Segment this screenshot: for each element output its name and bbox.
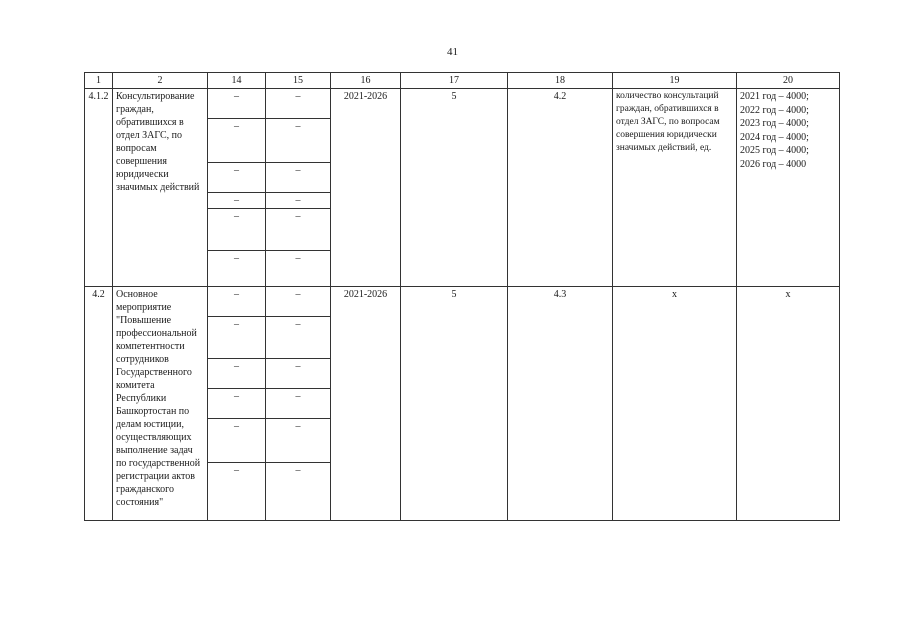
activity-name: Консультирование граждан, обратившихся в отдел ЗАГС, по вопросам совершения юридически значимых действий <box>113 89 208 287</box>
sub-cell: – <box>208 389 266 419</box>
sub-cell: – <box>208 287 266 317</box>
sub-cell: – <box>208 317 266 359</box>
target-value: 2022 год – 4000; <box>740 104 809 116</box>
period-cell: 2021-2026 <box>331 89 401 287</box>
period-cell: 2021-2026 <box>331 287 401 521</box>
table-row <box>85 287 840 317</box>
sub-cell: – <box>266 89 331 119</box>
sub-cell: – <box>208 163 266 193</box>
column-header: 19 <box>613 73 737 89</box>
sub-cell: – <box>266 419 331 463</box>
activity-name: Основное мероприятие "Повышение профессиональной компетентности сотрудников Государственного комитета Республики Башкортостан по делам юстиции, осуществляющих выполнение задач по государственной регистрации актов гражданского состояния" <box>113 287 208 521</box>
sub-cell: – <box>208 463 266 521</box>
column-header: 1 <box>85 73 113 89</box>
sub-cell: – <box>266 193 331 209</box>
column-header: 15 <box>266 73 331 89</box>
column-header: 20 <box>737 73 840 89</box>
column-header: 2 <box>113 73 208 89</box>
sub-cell: – <box>208 209 266 251</box>
sub-cell: – <box>208 119 266 163</box>
indicator-cell: количество консультаций граждан, обратившихся в отдел ЗАГС, по вопросам совершения юридически значимых действий, ед. <box>613 89 737 287</box>
target-value: 2025 год – 4000; <box>740 145 809 156</box>
column-header-row <box>85 73 840 89</box>
sub-cell: – <box>266 119 331 163</box>
col17-cell: 5 <box>401 287 508 521</box>
sub-cell: – <box>208 419 266 463</box>
column-header: 17 <box>401 73 508 89</box>
program-table <box>84 72 840 521</box>
row-number: 4.2 <box>85 287 113 521</box>
sub-cell: – <box>208 89 266 119</box>
sub-cell: – <box>266 209 331 251</box>
col18-cell: 4.3 <box>508 287 613 521</box>
target-values-cell: х <box>737 287 840 521</box>
column-header: 14 <box>208 73 266 89</box>
col18-cell: 4.2 <box>508 89 613 287</box>
sub-cell: – <box>266 317 331 359</box>
sub-cell: – <box>266 463 331 521</box>
table-row <box>85 89 840 119</box>
col17-cell: 5 <box>401 89 508 287</box>
sub-cell: – <box>208 251 266 287</box>
sub-cell: – <box>208 193 266 209</box>
sub-cell: – <box>266 389 331 419</box>
target-value: 2021 год – 4000; <box>740 91 809 102</box>
page-number: 41 <box>447 46 458 58</box>
target-value: 2024 год – 4000; <box>740 131 809 143</box>
indicator-cell: х <box>613 287 737 521</box>
target-values-cell <box>737 89 840 287</box>
sub-cell: – <box>266 287 331 317</box>
target-value: 2023 год – 4000; <box>740 118 809 129</box>
row-number: 4.1.2 <box>85 89 113 287</box>
sub-cell: – <box>208 359 266 389</box>
sub-cell: – <box>266 251 331 287</box>
target-value: 2026 год – 4000 <box>740 158 807 170</box>
column-header: 18 <box>508 73 613 89</box>
column-header: 16 <box>331 73 401 89</box>
sub-cell: – <box>266 163 331 193</box>
sub-cell: – <box>266 359 331 389</box>
